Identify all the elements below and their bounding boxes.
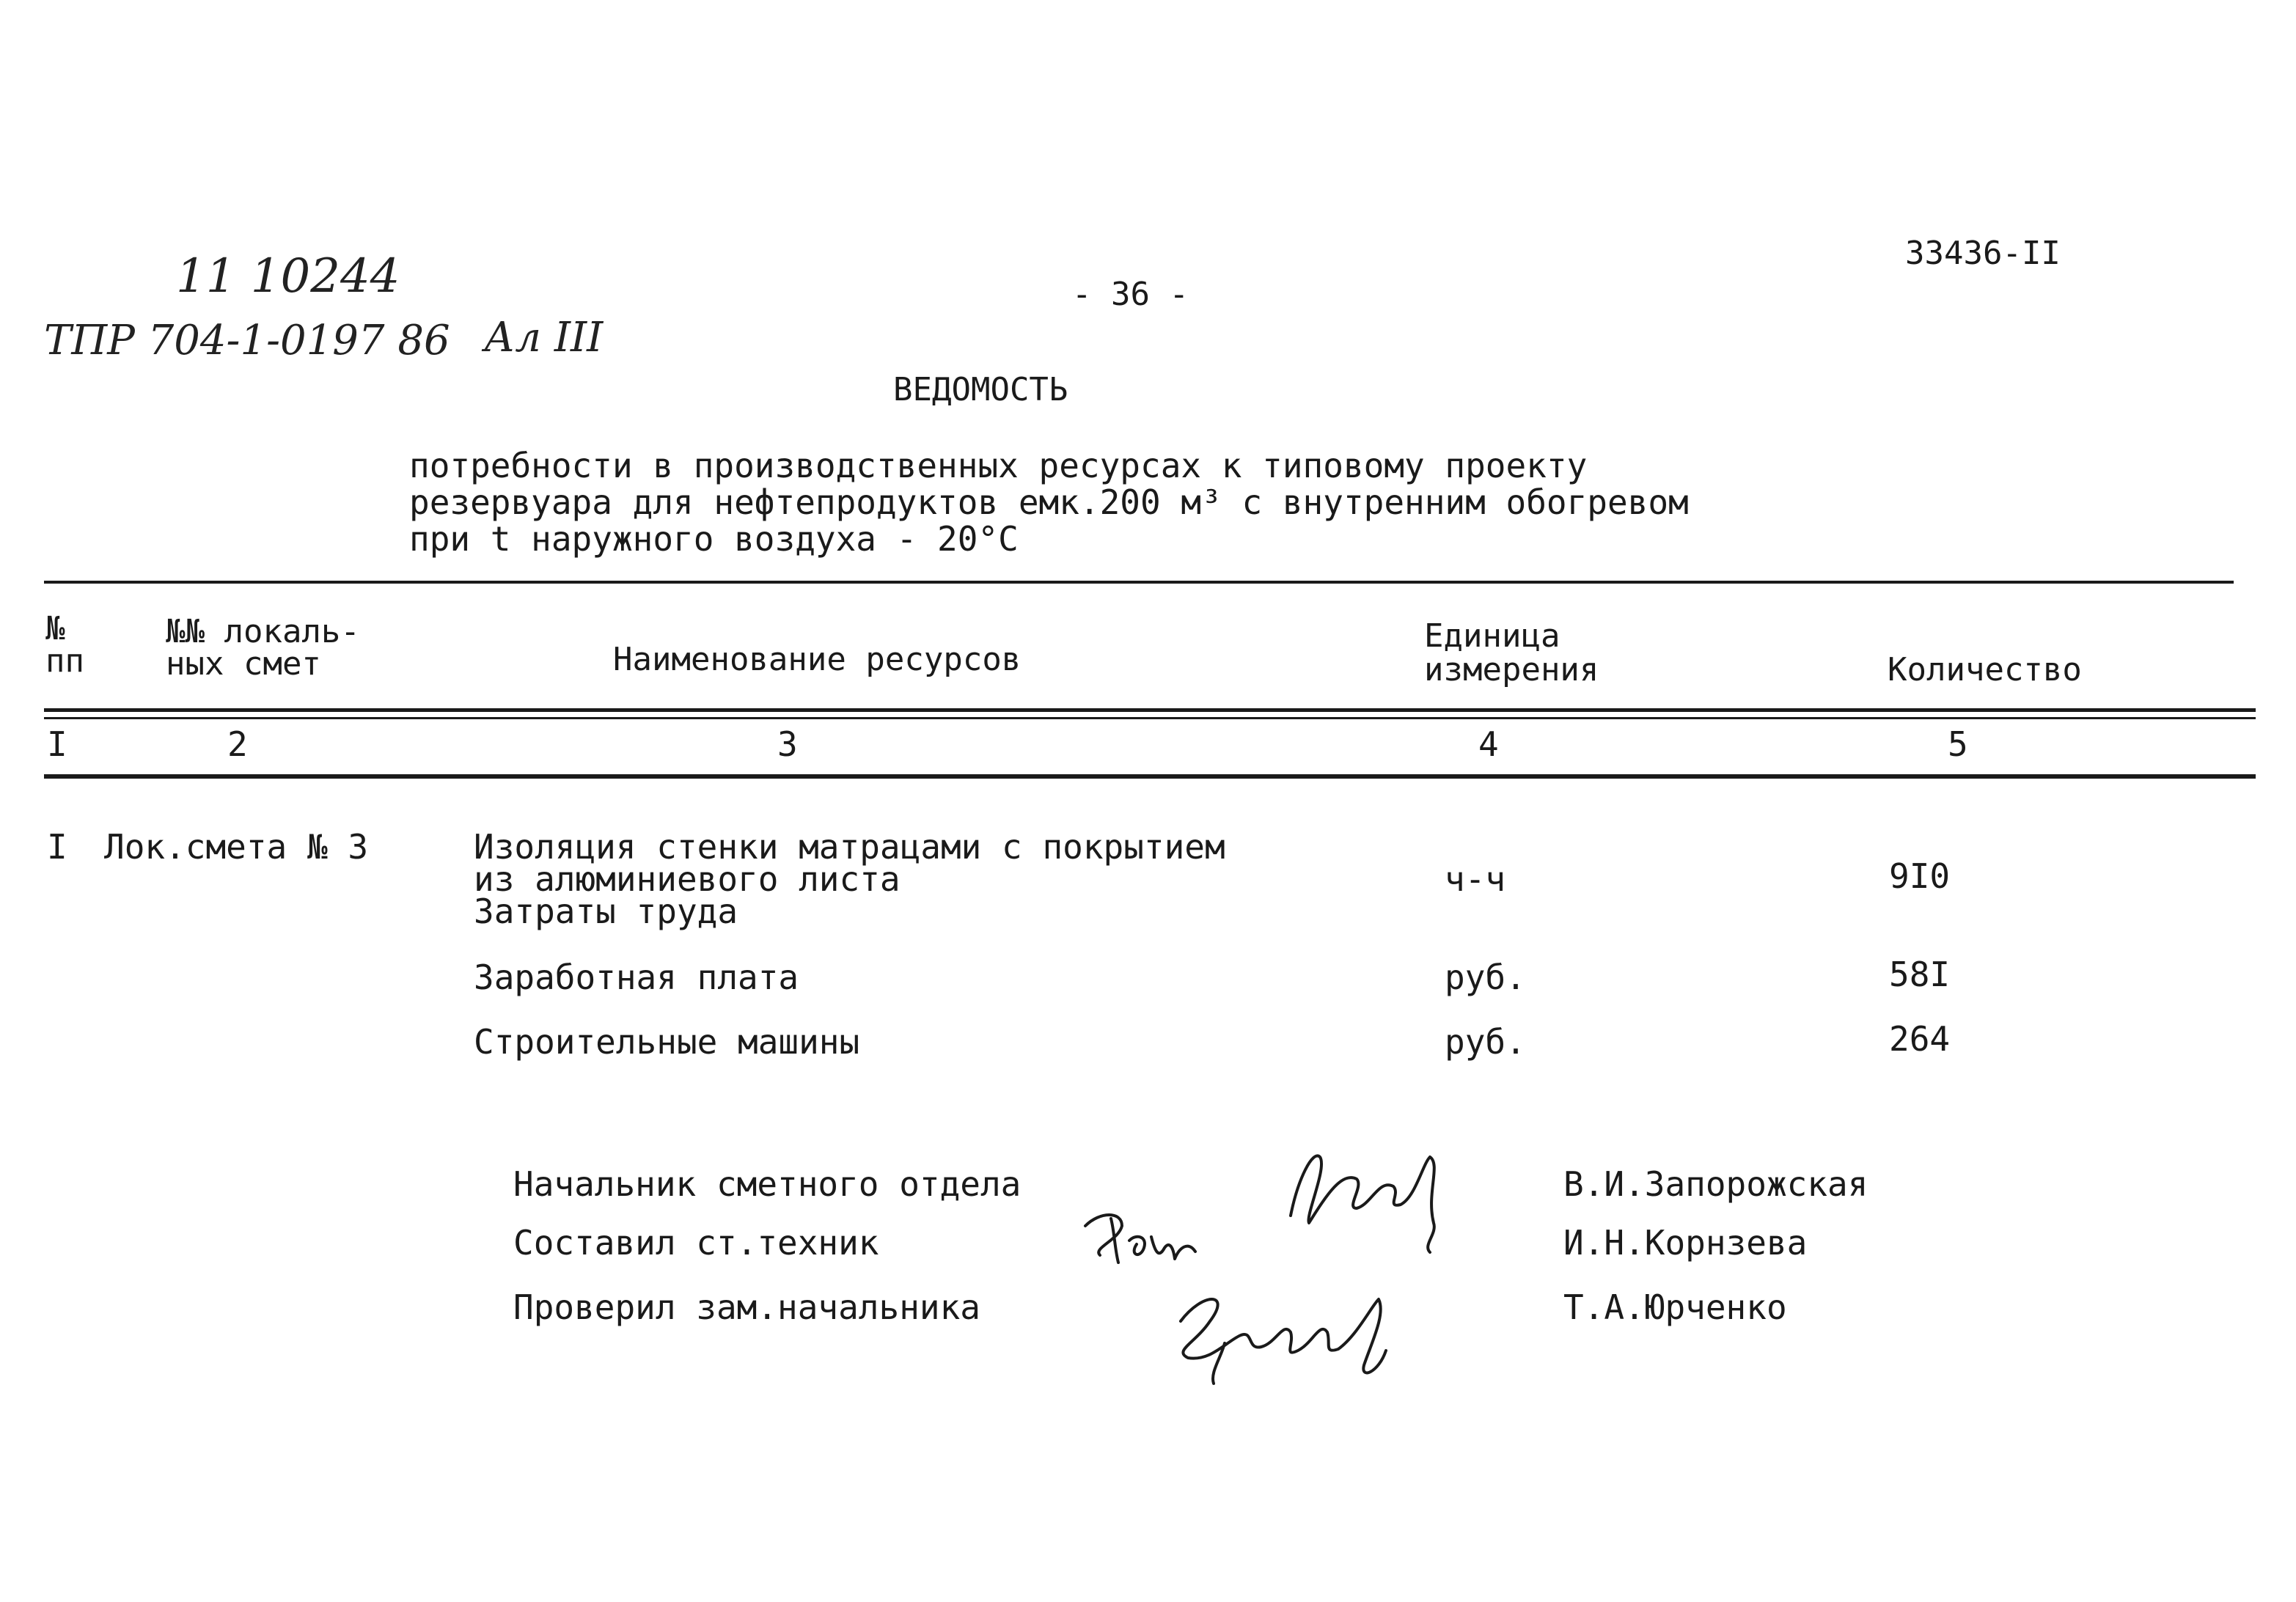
row-quantity: 264 xyxy=(1889,1019,1951,1059)
header-col-quantity: Количество xyxy=(1888,651,2082,688)
header-bottom-rule-2 xyxy=(44,717,2256,719)
column-number-1: I xyxy=(47,724,67,764)
header-col-unit-line2: измерения xyxy=(1424,651,1599,688)
title-line-2: резервуара для нефтепродуктов емк.200 м³ с внутренним обогревом xyxy=(409,482,1689,522)
column-number-5: 5 xyxy=(1948,724,1968,764)
signature-role-compiler: Составил ст.техник xyxy=(513,1223,879,1263)
title-line-3: при t наружного воздуха - 20°С xyxy=(409,519,1019,559)
header-bottom-rule xyxy=(44,708,2256,712)
signature-role-head: Начальник сметного отдела xyxy=(513,1164,1022,1204)
row-resource-name: Строительные машины xyxy=(474,1022,860,1062)
handwritten-signature-checker xyxy=(1159,1263,1408,1387)
row-unit: руб. xyxy=(1445,1022,1526,1062)
signature-name-compiler: И.Н.Корнзева xyxy=(1563,1223,1808,1263)
row-resource-name: Заработная плата xyxy=(474,958,799,997)
page-number: - 36 - xyxy=(1072,276,1189,313)
row-quantity: 9I0 xyxy=(1889,856,1951,896)
row-resource-name: из алюминиевого листа xyxy=(474,859,901,899)
signature-name-head: В.И.Запорожская xyxy=(1563,1164,1868,1204)
row-resource-name: Изоляция стенки матрацами с покрытием xyxy=(474,827,1225,867)
header-col-number: № пп xyxy=(45,610,84,680)
table-top-rule xyxy=(44,581,2234,584)
header-col-resource-name: Наименование ресурсов xyxy=(613,641,1022,678)
title-line-1: потребности в производственных ресурсах к типовому проекту xyxy=(409,446,1588,485)
row-number: I xyxy=(47,827,67,867)
signature-role-checker: Проверил зам.начальника xyxy=(513,1287,980,1327)
document-heading: ВЕДОМОСТЬ xyxy=(893,371,1068,408)
header-col-estimate-line2: ных смет xyxy=(166,645,321,683)
header-col-unit-line1: Единица xyxy=(1424,617,1560,655)
handwritten-signature-head xyxy=(1276,1135,1452,1260)
column-number-4: 4 xyxy=(1478,724,1499,764)
signature-name-checker: Т.А.Юрченко xyxy=(1563,1287,1787,1327)
handwritten-album: Ал III xyxy=(484,314,604,361)
row-quantity: 58I xyxy=(1889,955,1951,994)
document-number: 33436-II xyxy=(1905,235,2061,272)
row-resource-name: Затраты труда xyxy=(474,892,738,931)
handwritten-number: 11 10244 xyxy=(176,249,400,304)
header-col-estimate-line1: №№ локаль- xyxy=(166,613,360,650)
handwritten-project-code: ТПР 704-1-0197 86 xyxy=(44,317,450,364)
column-number-3: 3 xyxy=(777,724,798,764)
row-unit: руб. xyxy=(1445,958,1526,997)
numbers-bottom-rule xyxy=(44,774,2256,779)
row-unit: ч-ч xyxy=(1445,859,1506,899)
row-estimate: Лок.смета № 3 xyxy=(104,827,369,867)
column-number-2: 2 xyxy=(227,724,248,764)
